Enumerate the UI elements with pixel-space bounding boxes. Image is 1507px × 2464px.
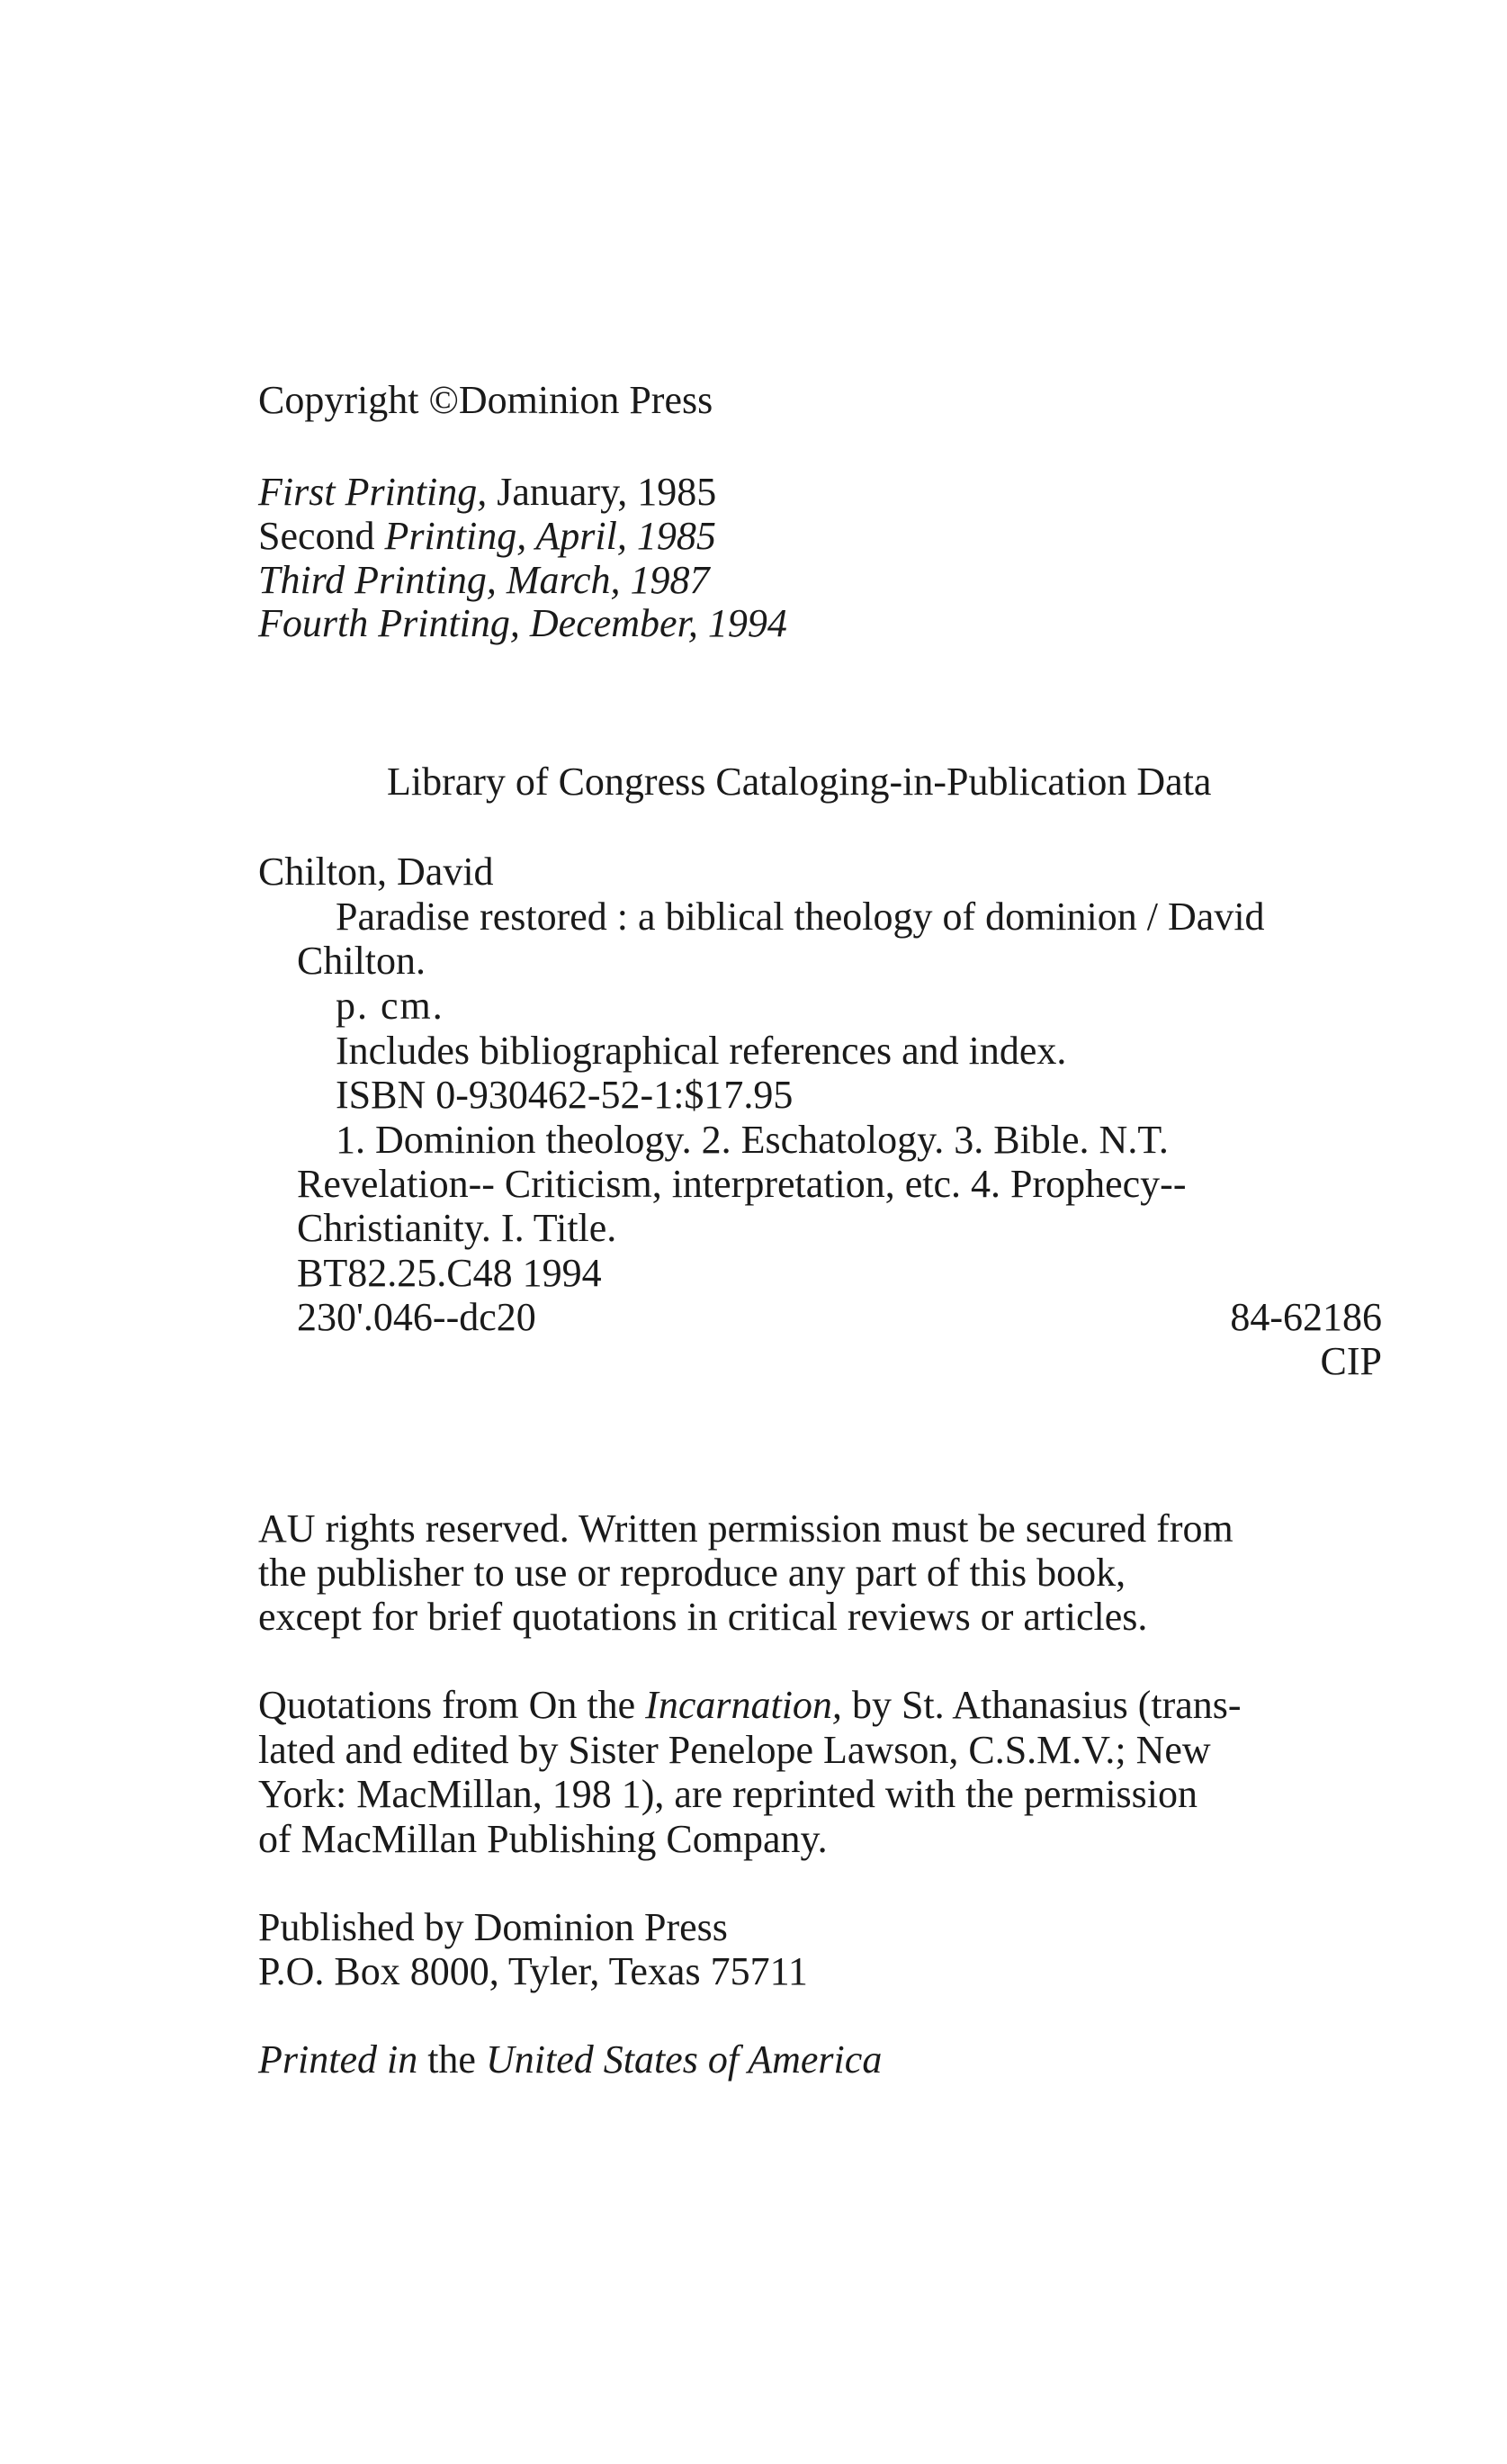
publisher-line-1: Published by Dominion Press (258, 1905, 728, 1949)
cip-notes: Includes bibliographical references and index. (336, 1029, 1067, 1073)
rights-line-2: the publisher to use or reproduce any part of this book, (258, 1551, 1126, 1595)
cip-author: Chilton, David (258, 850, 494, 894)
printed-in-article: the (417, 2037, 486, 2082)
second-printing (258, 514, 716, 559)
cip-dewey-classification: 230'.046--dc20 (297, 1295, 536, 1339)
first-printing-date: January, 1985 (487, 470, 717, 514)
copyright-label: Copyright (258, 378, 419, 422)
quotations-line-4: of MacMillan Publishing Company. (258, 1817, 828, 1861)
cip-heading: Library of Congress Cataloging-in-Publication Data (387, 760, 1212, 804)
quotations-prefix: Quotations from On the (258, 1683, 646, 1727)
cip-title-line-2: Chilton. (297, 939, 426, 983)
first-printing-label: First Printing, (258, 470, 488, 514)
cip-subjects-line-3: Christianity. I. Title. (297, 1206, 617, 1250)
cip-lc-classification: BT82.25.C48 1994 (297, 1251, 602, 1295)
publisher-address: P.O. Box 8000, Tyler, Texas 75711 (258, 1949, 808, 1993)
first-printing (258, 470, 716, 515)
copyright-holder: Dominion Press (458, 378, 713, 422)
second-printing-label: Second (258, 514, 375, 558)
printed-in-country: United States of America (485, 2037, 883, 2082)
copyright-line (258, 378, 713, 423)
quotations-line-1 (258, 1683, 1242, 1728)
quotations-work-title: Incarnation, (645, 1683, 842, 1727)
cip-pagination: p. cm. (336, 984, 444, 1028)
cip-subjects-line-1: 1. Dominion theology. 2. Eschatology. 3. Bible. N.T. (336, 1118, 1169, 1162)
quotations-suffix: by St. Athanasius (trans- (841, 1683, 1242, 1727)
cip-lccn: 84-62186 (1230, 1295, 1382, 1339)
copyright-symbol: © (428, 378, 459, 422)
quotations-line-3: York: MacMillan, 198 1), are reprinted with the permission (258, 1772, 1198, 1816)
printed-in-label: Printed in (258, 2037, 418, 2082)
third-printing: Third Printing, March, 1987 (258, 558, 710, 602)
quotations-line-2: lated and edited by Sister Penelope Lawson, C.S.M.V.; New (258, 1728, 1211, 1772)
printed-in (258, 2037, 882, 2082)
cip-title-line-1: Paradise restored : a biblical theology of dominion / David (336, 895, 1265, 939)
rights-line-3: except for brief quotations in critical reviews or articles. (258, 1595, 1148, 1639)
rights-line-1: AU rights reserved. Written permission must be secured from (258, 1506, 1233, 1551)
fourth-printing: Fourth Printing, December, 1994 (258, 601, 787, 645)
cip-label: CIP (1320, 1339, 1382, 1383)
cip-subjects-line-2: Revelation-- Criticism, interpretation, etc. 4. Prophecy-- (297, 1162, 1187, 1206)
second-printing-date: Printing, April, 1985 (374, 514, 716, 558)
cip-isbn: ISBN 0-930462-52-1:$17.95 (336, 1073, 794, 1117)
